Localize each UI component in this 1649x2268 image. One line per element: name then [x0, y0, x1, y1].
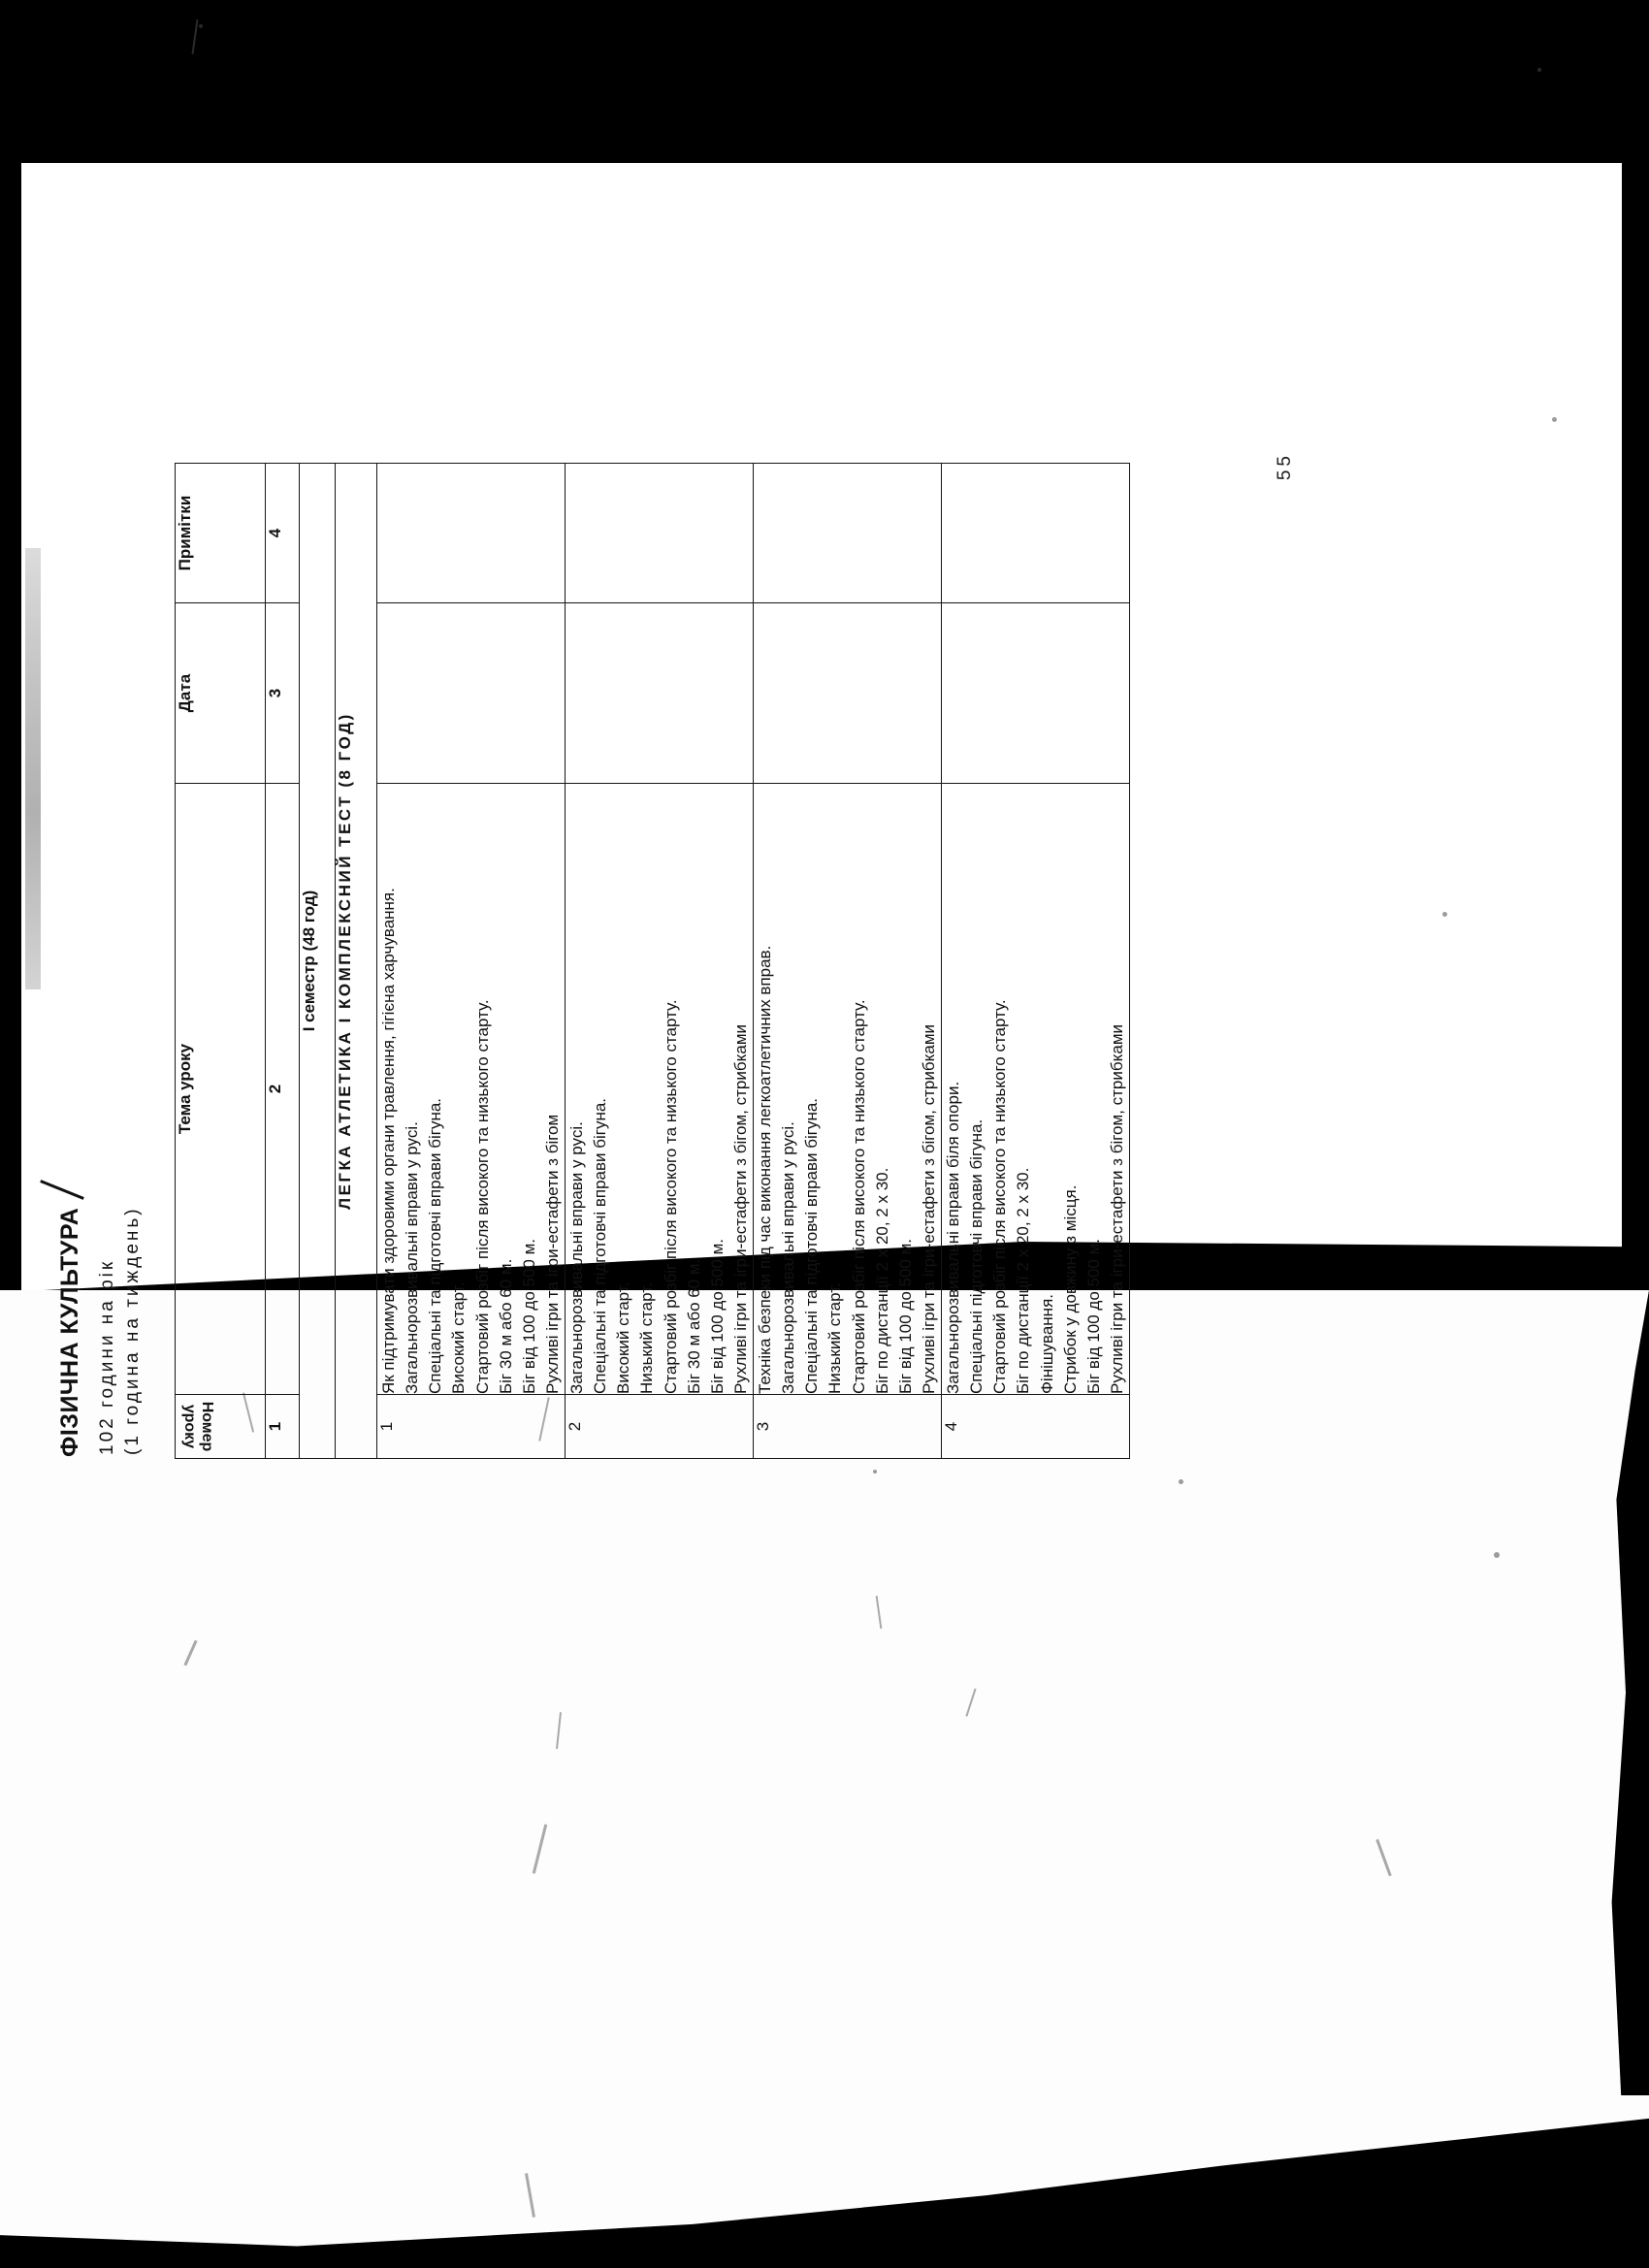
- lesson-topic: [754, 784, 942, 1395]
- topic-line: Рухливі ігри та ігри-естафети з бігом, стрибками: [1107, 1023, 1126, 1394]
- dust-speck: [1442, 912, 1447, 917]
- topic-line: Загальнорозвивальні вправи у русі.: [403, 1121, 422, 1394]
- lesson-plan-sheet: [19, 446, 1339, 1474]
- dust-speck: [1537, 68, 1541, 72]
- dust-speck: [1179, 1479, 1183, 1484]
- scan-edge-right: [1622, 146, 1649, 1290]
- column-number-3: 3: [266, 603, 300, 784]
- lesson-number: 4: [942, 1395, 1130, 1459]
- topic-line: Біг від 100 до 500 м.: [1083, 1239, 1103, 1394]
- topic-line: Високий старт.: [449, 1281, 469, 1394]
- pen-stroke: [40, 1180, 84, 1200]
- lesson-number: 1: [377, 1395, 566, 1459]
- lesson-number: 2: [566, 1395, 754, 1459]
- topic-line: Високий старт.: [614, 1281, 633, 1394]
- section-label: ЛЕГКА АТЛЕТИКА І КОМПЛЕКСНИЙ ТЕСТ (8 ГОД): [336, 464, 377, 1459]
- topic-line: Рухливі ігри та ігри-естафети з бігом, стрибками: [919, 1023, 938, 1394]
- topic-line: Біг від 100 до 500 м.: [707, 1239, 727, 1394]
- lesson-date[interactable]: [377, 603, 566, 784]
- lesson-notes[interactable]: [566, 464, 754, 603]
- lesson-notes[interactable]: [942, 464, 1130, 603]
- topic-line: Низький старт.: [825, 1282, 845, 1394]
- topic-line: Біг 30 м або 60 м.: [684, 1258, 703, 1394]
- column-header-topic: Тема уроку: [176, 784, 266, 1395]
- table-row: [942, 464, 1130, 1459]
- topic-line: Стартовий розбіг після високого та низького старту.: [990, 999, 1010, 1394]
- topic-line: Рухливі ігри та ігри-естафети з бігом, стрибками: [730, 1023, 750, 1394]
- topic-line: Фінішування.: [1037, 1293, 1056, 1394]
- topic-line: Загальнорозвивальні вправи біля опори.: [944, 1081, 962, 1394]
- lesson-plan-table: [175, 463, 1130, 1459]
- topic-line: Стартовий розбіг після високого та низького старту.: [472, 999, 492, 1394]
- page-title: ФІЗИЧНА КУЛЬТУРА: [56, 1207, 83, 1457]
- topic-line: Спеціальні та підготовчі вправи бігуна.: [591, 1097, 610, 1394]
- topic-line: Біг по дистанції 2 х 20, 2 х 30.: [1014, 1167, 1033, 1394]
- topic-line: Як підтримувати здоровими органи травлення, гігієна харчування.: [379, 888, 398, 1394]
- lesson-date[interactable]: [566, 603, 754, 784]
- scan-edge-left: [0, 146, 21, 1290]
- topic-line: Загальнорозвивальні вправи у русі.: [567, 1121, 586, 1394]
- dust-speck: [199, 24, 203, 28]
- topic-line: Біг від 100 до 500 м.: [519, 1239, 538, 1394]
- column-number-4: 4: [266, 464, 300, 603]
- semester-row: [300, 464, 336, 1459]
- topic-line: Стрибок у довжину з місця.: [1060, 1184, 1080, 1394]
- column-header-date: Дата: [176, 603, 266, 784]
- lesson-topic: [566, 784, 754, 1395]
- table-header-row: [176, 464, 266, 1459]
- lesson-topic: [377, 784, 566, 1395]
- topic-line: Стартовий розбіг після високого та низького старту.: [661, 999, 680, 1394]
- table-row: [566, 464, 754, 1459]
- hours-per-year: 102 години на рік: [97, 1258, 117, 1455]
- topic-line: Спеціальні та підготовчі вправи бігуна.: [802, 1097, 822, 1394]
- column-number-1: 1: [266, 1395, 300, 1459]
- lesson-number: 3: [754, 1395, 942, 1459]
- lesson-notes[interactable]: [377, 464, 566, 603]
- column-header-notes: Примітки: [176, 464, 266, 603]
- semester-label: I семестр (48 год): [300, 464, 336, 1459]
- column-number-2: 2: [266, 784, 300, 1395]
- hours-per-week: (1 година на тиждень): [122, 1206, 143, 1455]
- dust-speck: [1552, 417, 1557, 422]
- lesson-notes[interactable]: [754, 464, 942, 603]
- column-header-lesson-number: [176, 1395, 266, 1459]
- topic-line: Рухливі ігри та ігри-естафети з бігом: [542, 1114, 562, 1394]
- lesson-date[interactable]: [942, 603, 1130, 784]
- column-header-lesson-number-label: Номер уроку: [180, 1401, 215, 1452]
- scan-edge-top: [0, 0, 1649, 163]
- topic-line: Біг від 100 до 500 м.: [895, 1239, 915, 1394]
- dust-speck: [1494, 1552, 1500, 1558]
- topic-line: Загальнорозвивальні вправи у русі.: [779, 1121, 798, 1394]
- section-row: [336, 464, 377, 1459]
- page-number: 55: [1275, 452, 1295, 481]
- topic-line: Техніка безпеки під час виконання легкоатлетичних вправ.: [756, 945, 774, 1394]
- table-row: [754, 464, 942, 1459]
- scan-smudge: [25, 548, 41, 989]
- topic-line: Стартовий розбіг після високого та низького старту.: [849, 999, 868, 1394]
- topic-line: Біг 30 м або 60 м.: [496, 1258, 515, 1394]
- table-row: [377, 464, 566, 1459]
- column-number-row: [266, 464, 300, 1459]
- topic-line: Спеціальні підготовчі вправи бігуна.: [967, 1118, 986, 1394]
- topic-line: Низький старт.: [637, 1282, 657, 1394]
- topic-line: Спеціальні та підготовчі вправи бігуна.: [426, 1097, 445, 1394]
- lesson-topic: [942, 784, 1130, 1395]
- topic-line: Біг по дистанції 2 х 20, 2 х 30.: [872, 1167, 891, 1394]
- lesson-date[interactable]: [754, 603, 942, 784]
